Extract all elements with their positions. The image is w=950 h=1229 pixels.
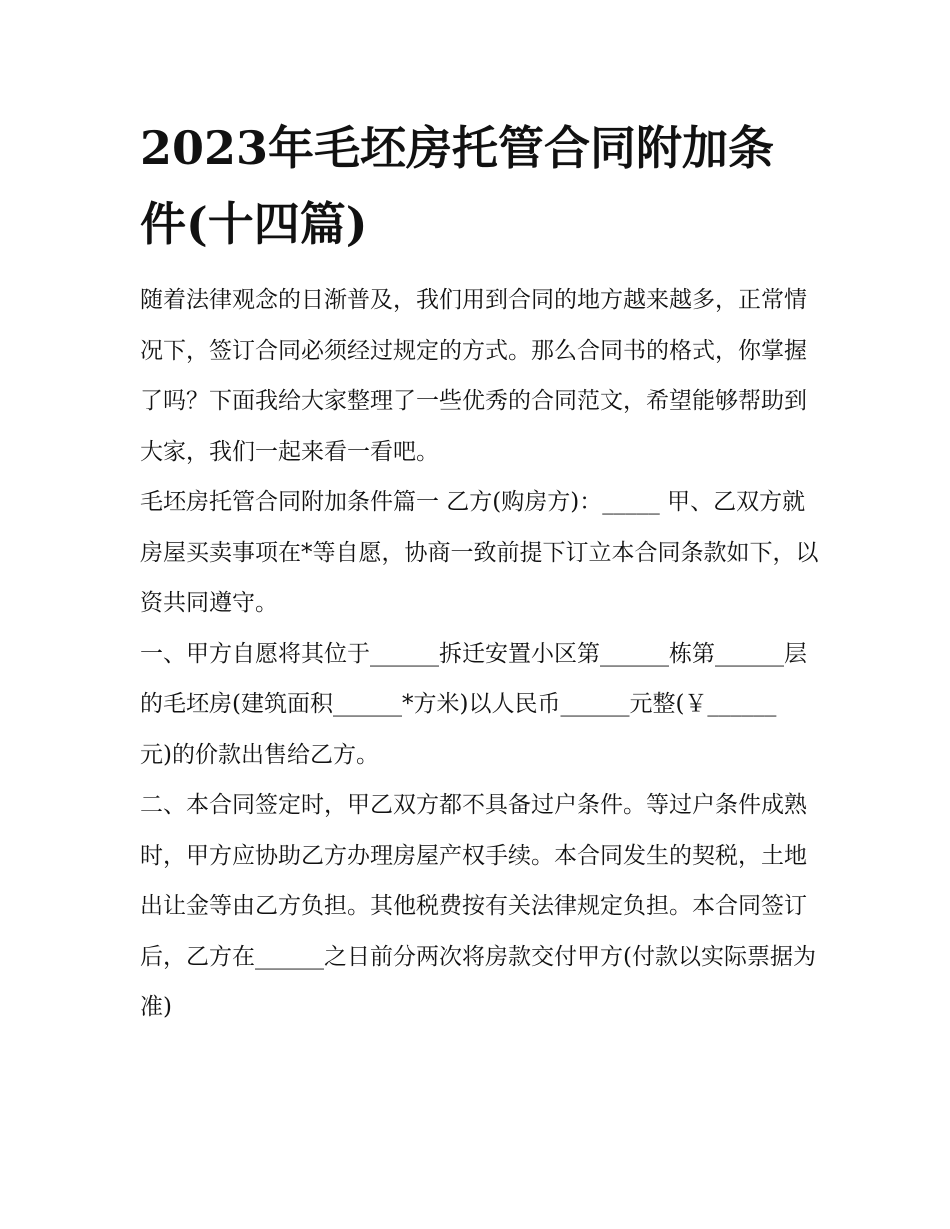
document-title: 2023年毛坯房托管合同附加条件(十四篇) [140, 121, 775, 251]
intro-paragraph: 随着法律观念的日渐普及，我们用到合同的地方越来越多，正常情况下，签订合同必须经过规定的方式。那么合同书的格式，你掌握了吗？下面我给大家整理了一些优秀的合同范文，希望能够帮助到大家，我们一起来看一看吧。 [140, 287, 807, 465]
document-body [140, 275, 820, 1033]
clause-two-paragraph: 二、本合同签定时，甲乙双方都不具备过户条件。等过户条件成熟时，甲方应协助乙方办理房屋产权手续。本合同发生的契税，土地出让金等由乙方负担。其他税费按有关法律规定负担。本合同签订后，乙方在______之日前分两次将房款交付甲方(付款以实际票据为准) [140, 792, 816, 1020]
contract-preamble-paragraph: 毛坯房托管合同附加条件篇一 乙方(购房方)：_____ 甲、乙双方就房屋买卖事项在*等自愿，协商一致前提下订立本合同条款如下，以资共同遵守。 [140, 489, 819, 616]
clause-one-continuation: 元)的价款出售给乙方。 [140, 741, 379, 768]
clause-one-paragraph: 一、甲方自愿将其位于______拆迁安置小区第______栋第______层的毛坯房(建筑面积______*方米)以人民币______元整(￥______ [140, 640, 807, 717]
